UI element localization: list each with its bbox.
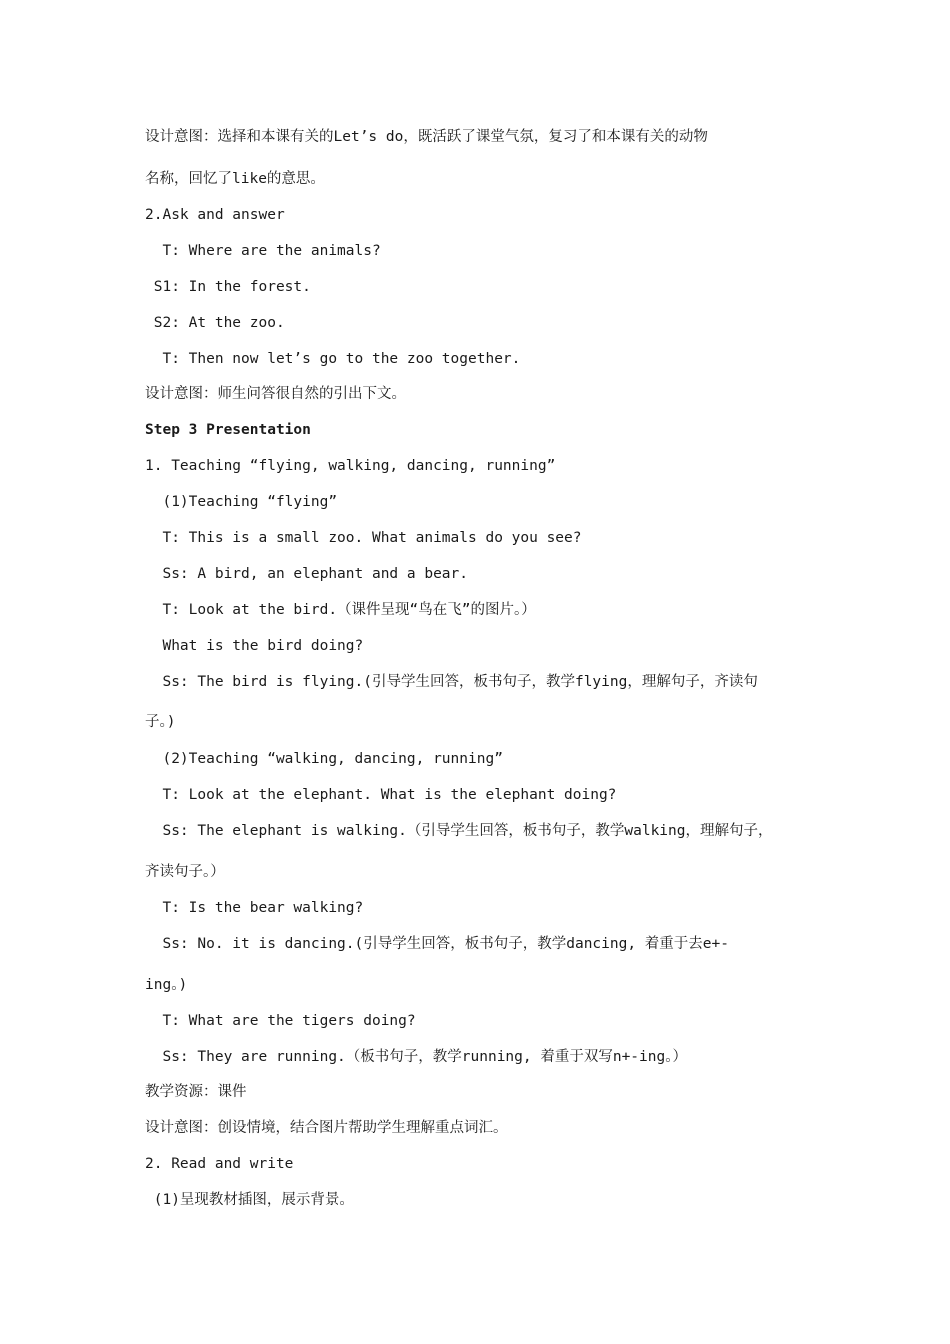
dialogue-line: T: Look at the elephant. What is the elephant doing? <box>145 787 617 803</box>
dialogue-line: T: Look at the bird.（课件呈现“鸟在飞”的图片。） <box>145 602 536 618</box>
section-heading-read-write: 2. Read and write <box>145 1156 294 1172</box>
dialogue-line: Ss: No. it is dancing.(引导学生回答，板书句子，教学dancing, 着重于去e+- <box>145 936 729 952</box>
step-heading: Step 3 Presentation <box>145 422 311 438</box>
dialogue-line-cont: ing。) <box>145 977 188 993</box>
dialogue-line: T: This is a small zoo. What animals do you see? <box>145 530 582 546</box>
dialogue-line: T: Then now let’s go to the zoo together. <box>145 351 521 367</box>
dialogue-line: T: Where are the animals? <box>145 243 381 259</box>
teaching-resource-line: 教学资源：课件 <box>145 1084 247 1100</box>
design-intent-paragraph: 设计意图：选择和本课有关的Let’s do，既活跃了课堂气氛，复习了和本课有关的动物 <box>145 129 708 145</box>
dialogue-line-cont: 齐读句子。） <box>145 864 225 880</box>
dialogue-line: Ss: A bird, an elephant and a bear. <box>145 566 469 582</box>
dialogue-line: T: What are the tigers doing? <box>145 1013 416 1029</box>
teaching-heading: 1. Teaching “flying, walking, dancing, running” <box>145 458 556 474</box>
dialogue-line-cont: 子。) <box>145 714 176 730</box>
dialogue-line: T: Is the bear walking? <box>145 900 364 916</box>
sub-item-line: (1)呈现教材插图，展示背景。 <box>145 1192 354 1208</box>
dialogue-line: S1: In the forest. <box>145 279 311 295</box>
dialogue-line: Ss: The elephant is walking.（引导学生回答，板书句子，教学walking，理解句子， <box>145 823 773 839</box>
design-intent-line: 设计意图：创设情境，结合图片帮助学生理解重点词汇。 <box>145 1120 508 1136</box>
dialogue-line: What is the bird doing? <box>145 638 364 654</box>
dialogue-line: Ss: The bird is flying.(引导学生回答，板书句子，教学flying，理解句子，齐读句 <box>145 674 758 690</box>
sub-heading-flying: (1)Teaching “flying” <box>145 494 338 510</box>
section-heading-ask-answer: 2.Ask and answer <box>145 207 285 223</box>
sub-heading-walking: (2)Teaching “walking, dancing, running” <box>145 751 503 767</box>
design-intent-paragraph-cont: 名称，回忆了like的意思。 <box>145 171 325 187</box>
dialogue-line: S2: At the zoo. <box>145 315 285 331</box>
design-intent-line: 设计意图：师生问答很自然的引出下文。 <box>145 386 406 402</box>
dialogue-line: Ss: They are running.（板书句子，教学running, 着重于双写n+-ing。） <box>145 1049 687 1065</box>
